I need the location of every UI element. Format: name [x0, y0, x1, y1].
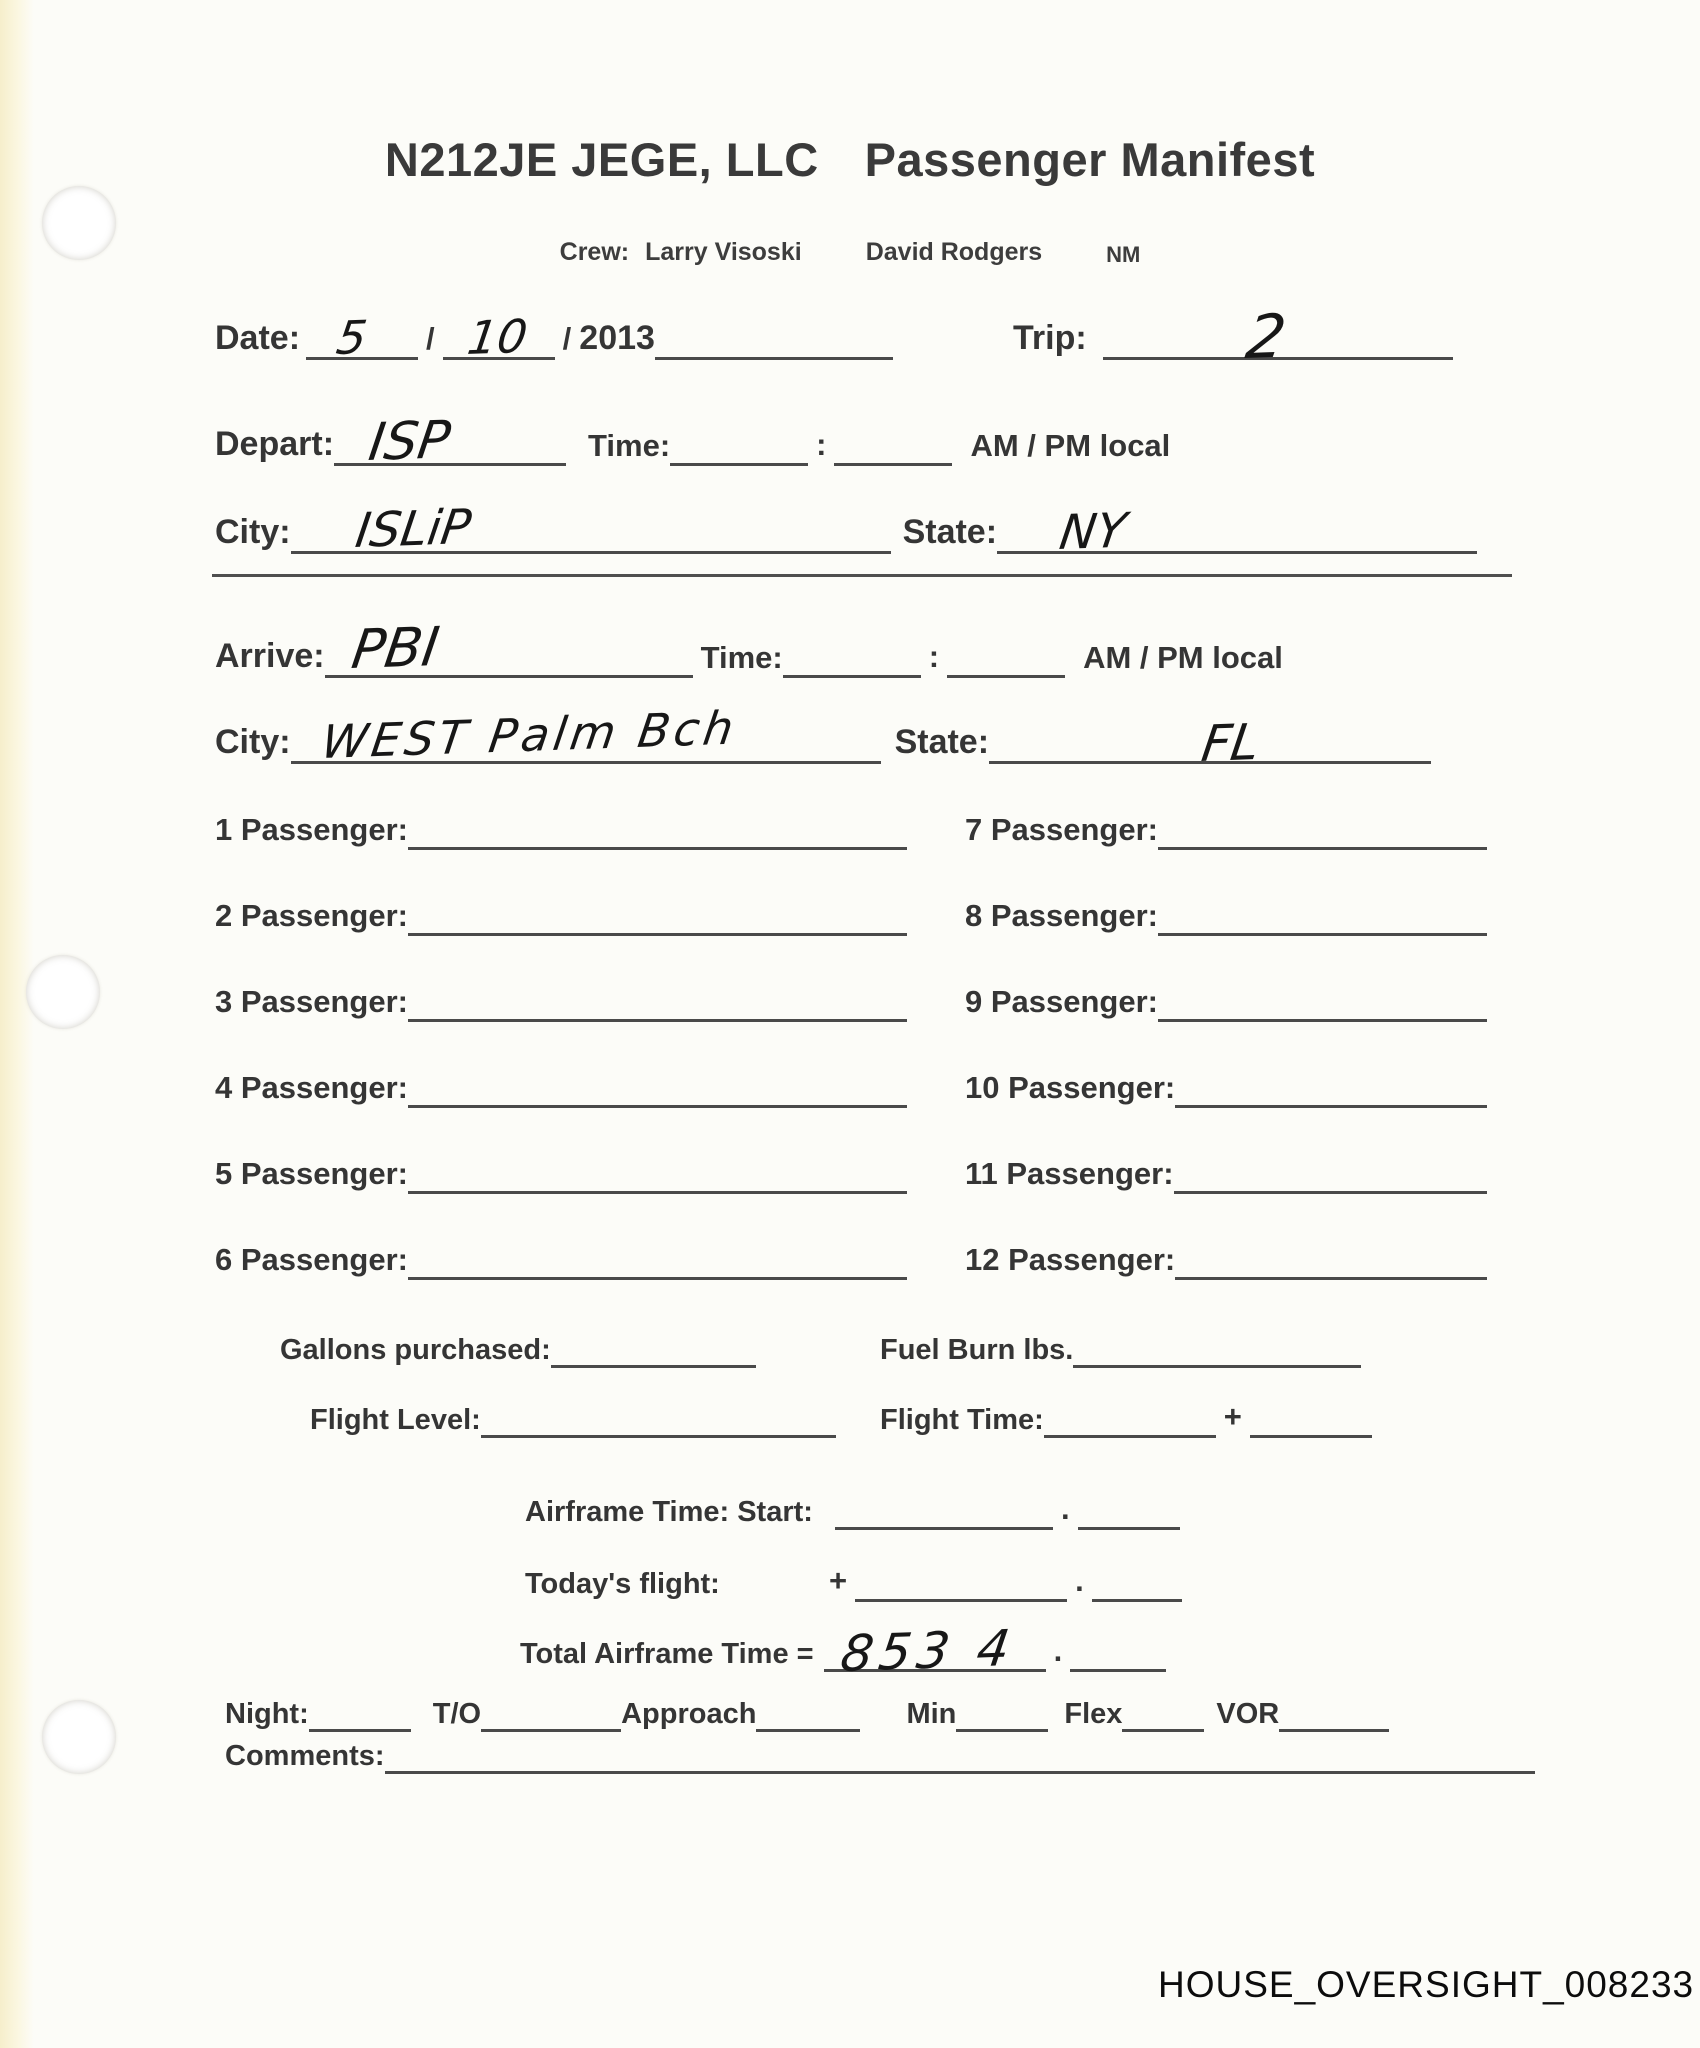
trip-label: Trip: [1013, 319, 1087, 358]
passenger-row-4 [215, 1058, 907, 1108]
depart-label: Depart: [215, 425, 335, 464]
passenger-8-label: 8 Passenger: [965, 898, 1158, 934]
passenger-3-label: 3 Passenger: [215, 984, 408, 1020]
vor-label: VOR [1216, 1697, 1280, 1730]
night-label: Night: [225, 1697, 309, 1730]
passenger-2-field [408, 891, 907, 936]
date-month-field [306, 309, 418, 365]
date-year-field [655, 315, 893, 360]
arrive-city-field [291, 700, 881, 769]
arrive-city-row [215, 690, 1431, 773]
arrive-time-label: Time: [700, 640, 783, 676]
flight-time-row [880, 1388, 1372, 1438]
comments-label: Comments: [225, 1739, 385, 1772]
crew-label-and-pilot [560, 238, 802, 268]
passenger-row-7 [965, 800, 1487, 850]
approach-field [756, 1687, 860, 1732]
passenger-row-11 [965, 1144, 1487, 1194]
date-year-value: 2013 [579, 319, 655, 358]
gallons-field [551, 1323, 756, 1368]
todays-flight-row [525, 1550, 1182, 1602]
total-airframe-row [520, 1614, 1166, 1683]
crew-member-1: Larry Visoski [645, 238, 802, 266]
depart-city-label: City: [215, 513, 291, 552]
todays-flight-field [855, 1557, 1067, 1602]
passenger-10-label: 10 Passenger: [965, 1070, 1176, 1106]
vor-field [1279, 1687, 1389, 1732]
date-day-value: 10 [463, 308, 531, 365]
scan-edge-strip [0, 0, 34, 2048]
passenger-5-field [408, 1149, 907, 1194]
airframe-start-decimal-field [1078, 1485, 1180, 1530]
page-title [0, 132, 1700, 187]
passenger-12-field [1175, 1235, 1487, 1280]
arrive-row [215, 608, 1283, 682]
arrive-time-colon: : [928, 639, 940, 674]
date-separator-1: / [426, 321, 435, 356]
arrive-city-value: WEST Palm Bch [317, 700, 741, 769]
fuel-burn-field [1073, 1323, 1361, 1368]
date-day-field [443, 308, 555, 365]
night-field [309, 1687, 411, 1732]
document-id: HOUSE_OVERSIGHT_008233 [1158, 1964, 1695, 2005]
passenger-row-9 [965, 972, 1487, 1022]
flight-level-field [481, 1393, 836, 1438]
flight-time-field [1044, 1393, 1216, 1438]
depart-city-value: ISLiP [351, 498, 474, 559]
night-stats-row [225, 1686, 1389, 1732]
arrive-airport-value: PBI [347, 615, 443, 682]
depart-time-minute-field [834, 421, 952, 466]
trip-field [1103, 301, 1453, 373]
airframe-start-field [835, 1485, 1053, 1530]
passenger-1-label: 1 Passenger: [215, 812, 408, 848]
crew-line [0, 238, 1700, 268]
depart-city-field [291, 498, 891, 559]
passenger-6-field [408, 1235, 907, 1280]
passenger-6-label: 6 Passenger: [215, 1242, 408, 1278]
arrive-state-value: FL [1198, 713, 1264, 773]
total-airframe-field [824, 1618, 1046, 1683]
passenger-2-label: 2 Passenger: [215, 898, 408, 934]
depart-city-row [215, 488, 1477, 561]
flex-label: Flex [1064, 1697, 1123, 1730]
fuel-burn-row [880, 1318, 1361, 1368]
todays-flight-decimal-field [1092, 1557, 1182, 1602]
trip-row [1013, 292, 1453, 373]
to-label: T/O [432, 1697, 482, 1730]
passenger-4-label: 4 Passenger: [215, 1070, 408, 1106]
passenger-11-label: 11 Passenger: [965, 1156, 1174, 1192]
airframe-start-dot: . [1060, 1491, 1070, 1526]
total-airframe-value: 853 4 [836, 1618, 1020, 1683]
passenger-row-1 [215, 800, 907, 850]
to-field [481, 1687, 621, 1732]
crew-member-3: NM [1106, 242, 1141, 267]
passenger-row-10 [965, 1058, 1487, 1108]
arrive-city-label: City: [215, 723, 291, 762]
total-airframe-label: Total Airframe Time = [520, 1637, 814, 1670]
crew-member-2: David Rodgers [865, 238, 1043, 266]
date-month-value: 5 [333, 309, 371, 365]
passenger-3-field [408, 977, 907, 1022]
passenger-row-8 [965, 886, 1487, 936]
flex-field [1122, 1687, 1204, 1732]
passenger-1-field [408, 805, 907, 850]
flight-time-plus: + [1223, 1399, 1242, 1434]
airframe-start-label: Airframe Time: Start: [525, 1495, 813, 1528]
comments-field [385, 1729, 1535, 1774]
hole-punch-bottom [42, 1700, 116, 1774]
passenger-9-label: 9 Passenger: [965, 984, 1158, 1020]
passenger-10-field [1175, 1063, 1487, 1108]
total-airframe-decimal-field [1070, 1627, 1166, 1672]
arrive-ampm-label: AM / PM local [1083, 640, 1283, 676]
min-label: Min [906, 1697, 957, 1730]
flight-time-extra-field [1250, 1393, 1372, 1438]
passenger-5-label: 5 Passenger: [215, 1156, 408, 1192]
passenger-9-field [1158, 977, 1487, 1022]
depart-airport-value: ISP [365, 410, 454, 474]
todays-flight-dot: . [1075, 1563, 1084, 1598]
arrive-state-label: State: [894, 723, 990, 762]
hole-punch-middle [26, 955, 100, 1029]
depart-time-hour-field [670, 421, 808, 466]
depart-time-colon: : [816, 427, 827, 462]
arrive-time-minute-field [947, 633, 1065, 678]
comments-row [225, 1728, 1535, 1774]
arrive-airport-field [325, 615, 693, 682]
total-airframe-dot: . [1053, 1633, 1063, 1668]
crew-label: Crew: [559, 238, 630, 266]
gallons-row [280, 1318, 756, 1368]
passenger-8-field [1158, 891, 1487, 936]
passenger-7-field [1158, 805, 1487, 850]
title-form-name: Passenger Manifest [864, 133, 1316, 186]
date-separator-2: / [562, 321, 572, 356]
depart-ampm-label: AM / PM local [970, 428, 1171, 464]
flight-level-label: Flight Level: [310, 1403, 481, 1436]
passenger-row-2 [215, 886, 907, 936]
depart-state-field [997, 502, 1477, 561]
todays-flight-plus: + [829, 1563, 848, 1598]
passenger-11-field [1174, 1149, 1487, 1194]
todays-flight-label: Today's flight: [525, 1567, 720, 1600]
approach-label: Approach [621, 1697, 757, 1730]
date-label: Date: [215, 319, 301, 358]
depart-airport-field [334, 410, 566, 474]
gallons-label: Gallons purchased: [280, 1333, 551, 1366]
passenger-row-3 [215, 972, 907, 1022]
passenger-row-5 [215, 1144, 907, 1194]
title-aircraft: N212JE JEGE, LLC [384, 133, 819, 186]
depart-time-label: Time: [588, 428, 671, 464]
airframe-start-row [525, 1478, 1180, 1530]
passenger-row-12 [965, 1230, 1487, 1280]
arrive-label: Arrive: [215, 637, 325, 676]
min-field [956, 1687, 1048, 1732]
flight-time-label: Flight Time: [880, 1403, 1044, 1436]
passenger-7-label: 7 Passenger: [965, 812, 1158, 848]
section-divider [212, 574, 1512, 577]
depart-state-value: NY [1056, 502, 1130, 561]
passenger-4-field [408, 1063, 907, 1108]
arrive-time-hour-field [783, 633, 921, 678]
date-row [215, 298, 893, 365]
passenger-row-6 [215, 1230, 907, 1280]
depart-row [215, 400, 1171, 474]
trip-value: 2 [1241, 301, 1290, 373]
depart-state-label: State: [902, 513, 998, 552]
fuel-burn-label: Fuel Burn lbs. [880, 1333, 1074, 1366]
arrive-state-field [989, 713, 1431, 773]
flight-level-row [310, 1388, 836, 1438]
passenger-12-label: 12 Passenger: [965, 1242, 1176, 1278]
